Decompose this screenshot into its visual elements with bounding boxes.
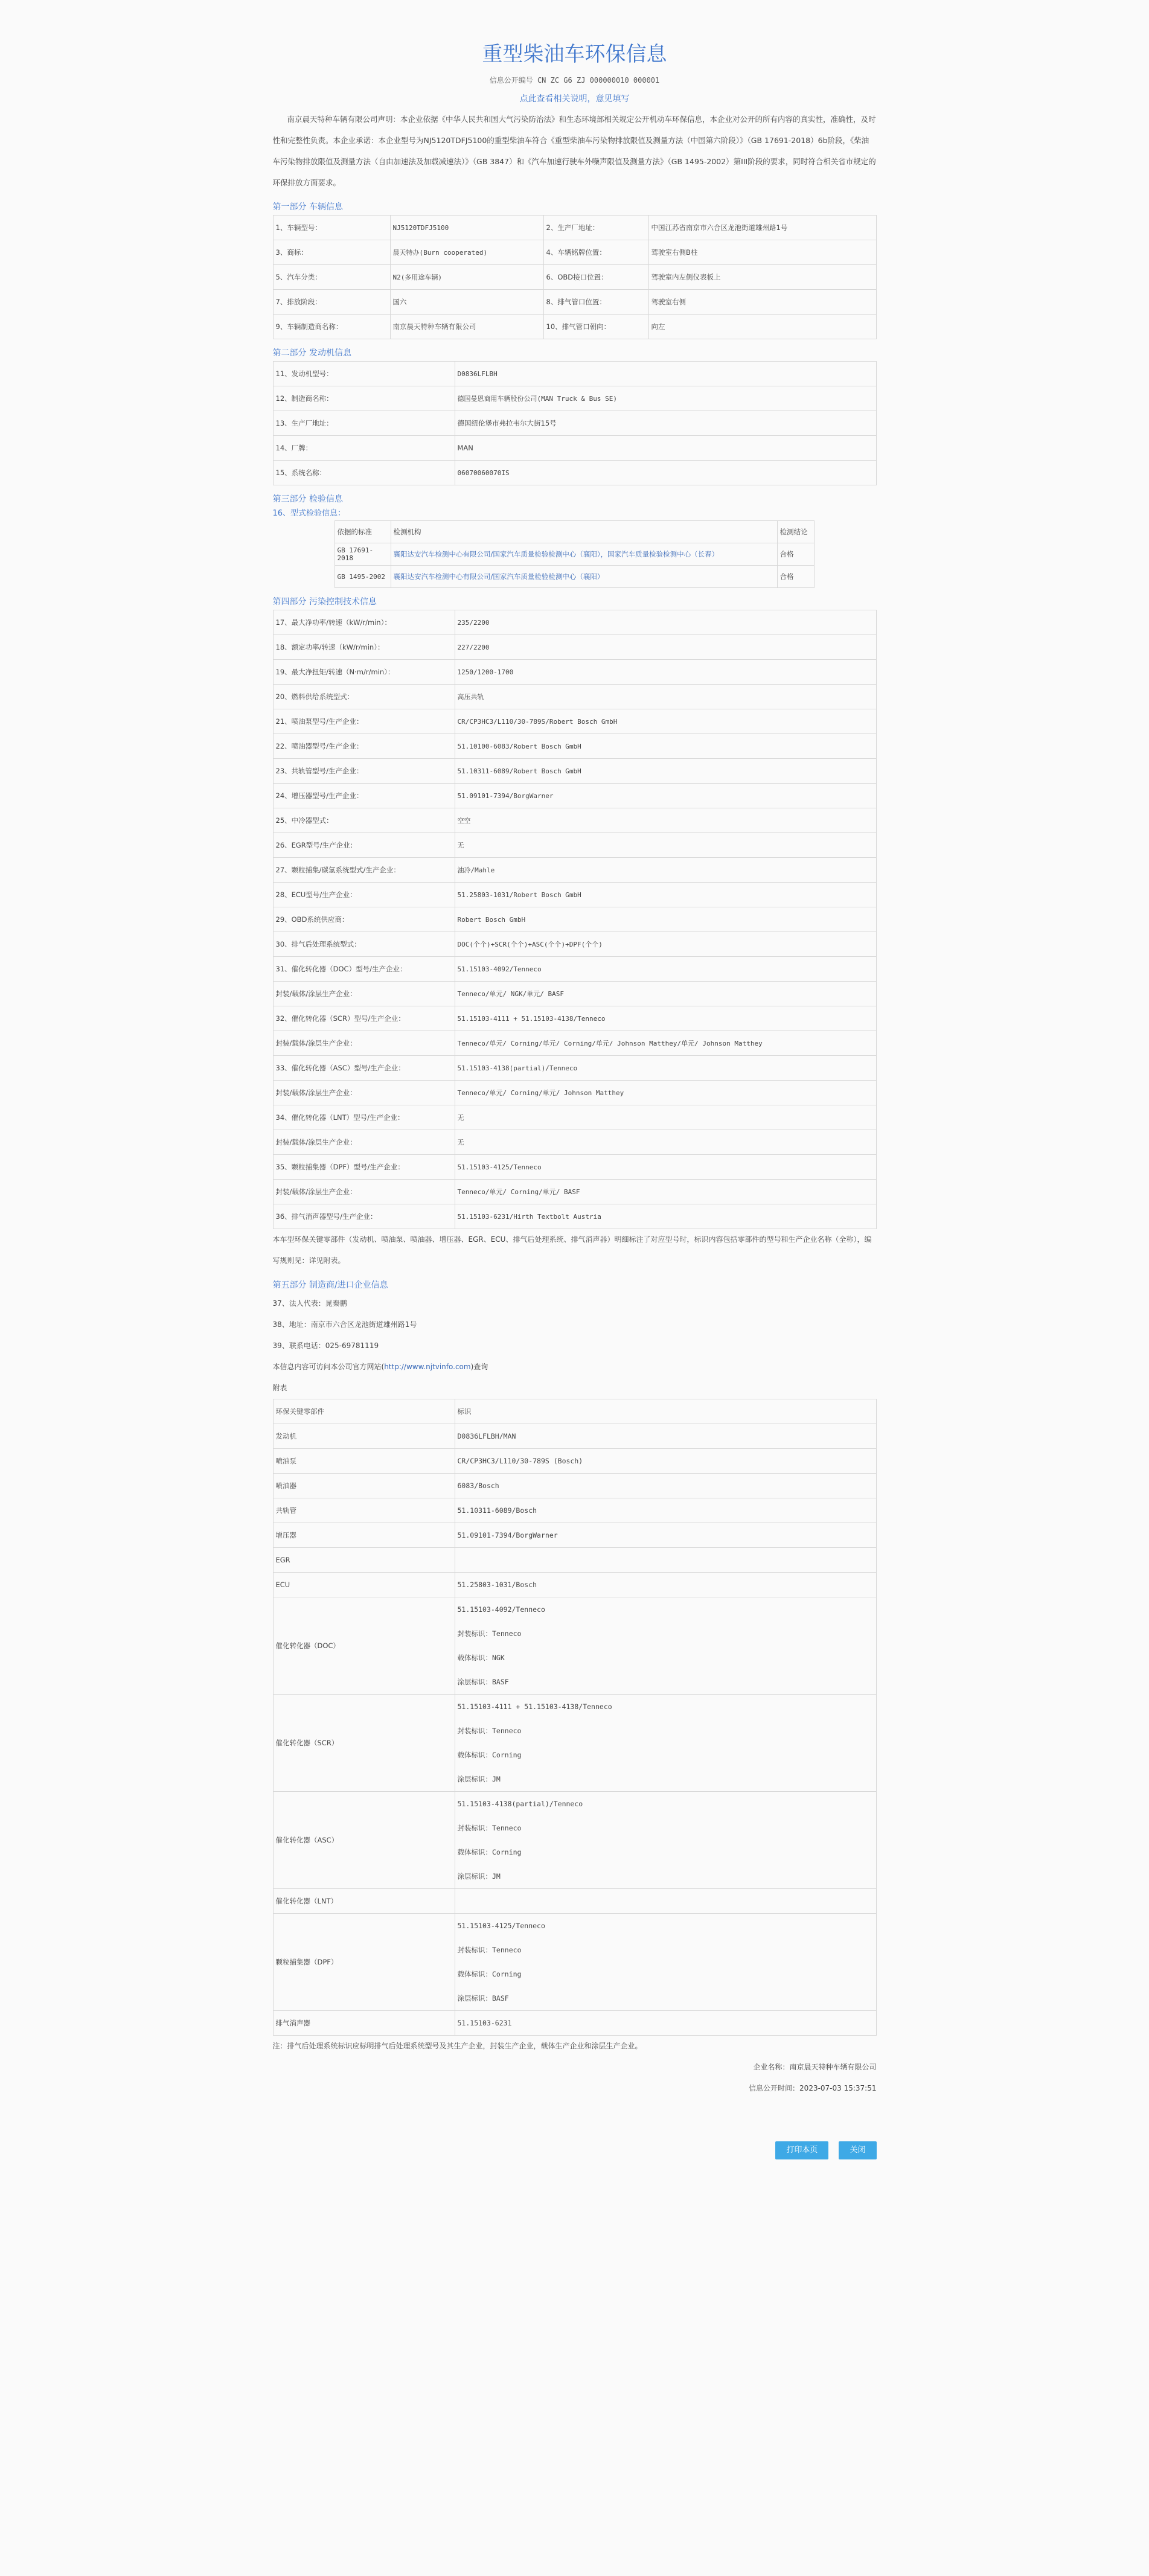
engine-row bbox=[273, 362, 876, 386]
attachment-row bbox=[273, 1914, 876, 2011]
marking-line: 51.15103-4111 + 51.15103-4138/Tenneco bbox=[457, 1702, 612, 1711]
field-value: 中国江苏省南京市六合区龙池街道雄州路1号 bbox=[648, 216, 876, 240]
marking-line bbox=[458, 1889, 874, 1913]
marking-line: 载体标识：Corning bbox=[457, 1970, 522, 1978]
vehicle-row bbox=[273, 240, 876, 265]
help-link[interactable]: 点此查看相关说明，意见填写 bbox=[519, 94, 630, 104]
inspection-result: 合格 bbox=[777, 543, 814, 566]
tech-row bbox=[273, 808, 876, 833]
attachment-row bbox=[273, 1792, 876, 1889]
field-value: 驾驶室右侧 bbox=[648, 290, 876, 315]
query-prefix: 本信息内容可访问本公司官方网站( bbox=[272, 1363, 385, 1371]
tech-row bbox=[273, 957, 876, 982]
attachment-note: 注：排气后处理系统标识应标明排气后处理系统型号及其生产企业，封装生产企业，载体生产企业和涂层生产企业。 bbox=[272, 2042, 642, 2050]
field-value: Robert Bosch GmbH bbox=[455, 907, 876, 932]
component-name: 共轨管 bbox=[273, 1498, 455, 1523]
section-tech-heading: 第四部分 污染控制技术信息 bbox=[272, 597, 377, 607]
tech-row bbox=[273, 1105, 876, 1130]
field-value: 无 bbox=[455, 833, 876, 858]
field-value: 无 bbox=[455, 1130, 876, 1155]
field-label: 封装/载体/涂层生产企业： bbox=[273, 1031, 455, 1056]
field-label: 26、EGR型号/生产企业： bbox=[273, 833, 455, 858]
field-value: NJ5120TDFJ5100 bbox=[390, 216, 543, 240]
component-marking bbox=[455, 1523, 876, 1548]
component-marking bbox=[455, 1498, 876, 1523]
field-label: 2、生产厂地址： bbox=[543, 216, 648, 240]
engine-row bbox=[273, 411, 876, 436]
inspection-row bbox=[334, 543, 814, 566]
component-name: 喷油泵 bbox=[273, 1449, 455, 1474]
field-label: 封装/载体/涂层生产企业： bbox=[273, 1180, 455, 1204]
component-marking bbox=[455, 1424, 876, 1449]
tech-row bbox=[273, 635, 876, 660]
marking-line: 51.10311-6089/Bosch bbox=[457, 1506, 537, 1515]
print-button[interactable]: 打印本页 bbox=[775, 2141, 828, 2159]
inspection-table bbox=[334, 520, 815, 588]
tech-row bbox=[273, 932, 876, 957]
field-label: 6、OBD接口位置： bbox=[543, 265, 648, 290]
attachment-title: 附表 bbox=[272, 1384, 287, 1392]
attachment-row bbox=[273, 1889, 876, 1914]
field-value: 51.15103-4138(partial)/Tenneco bbox=[455, 1056, 876, 1081]
inspection-result: 合格 bbox=[777, 566, 814, 588]
inspection-row bbox=[334, 566, 814, 588]
field-value: N2(多用途车辆) bbox=[390, 265, 543, 290]
attachment-row bbox=[273, 1399, 876, 1424]
tech-row bbox=[273, 858, 876, 883]
field-label: 13、生产厂地址： bbox=[273, 411, 455, 436]
field-value: 51.09101-7394/BorgWarner bbox=[455, 784, 876, 808]
type-inspection-label: 16、型式检验信息： bbox=[272, 509, 346, 518]
field-label: 18、额定功率/转速（kW/r/min）： bbox=[273, 635, 455, 660]
tech-info-table bbox=[273, 610, 877, 1229]
tech-row bbox=[273, 610, 876, 635]
field-label: 21、喷油泵型号/生产企业： bbox=[273, 709, 455, 734]
tech-row bbox=[273, 982, 876, 1006]
field-value: 227/2200 bbox=[455, 635, 876, 660]
inspection-standard: GB 1495-2002 bbox=[334, 566, 391, 588]
component-name: 喷油器 bbox=[273, 1474, 455, 1498]
field-label: 25、中冷器型式： bbox=[273, 808, 455, 833]
column-header: 检测机构 bbox=[391, 521, 777, 543]
field-value: 国六 bbox=[390, 290, 543, 315]
field-label: 14、厂牌： bbox=[273, 436, 455, 461]
field-label: 3、商标： bbox=[273, 240, 390, 265]
field-label: 17、最大净功率/转速（kW/r/min）： bbox=[273, 610, 455, 635]
tech-row bbox=[273, 759, 876, 784]
engine-info-table bbox=[273, 361, 877, 485]
vehicle-row bbox=[273, 216, 876, 240]
attachment-row bbox=[273, 1523, 876, 1548]
attachment-row bbox=[273, 1695, 876, 1792]
field-label: 31、催化转化器（DOC）型号/生产企业： bbox=[273, 957, 455, 982]
field-label: 15、系统名称： bbox=[273, 461, 455, 485]
field-value: Tenneco/单元/ NGK/单元/ BASF bbox=[455, 982, 876, 1006]
attachment-row bbox=[273, 1424, 876, 1449]
page-title: 重型柴油车环保信息 bbox=[482, 42, 667, 66]
marking-line: 51.25803-1031/Bosch bbox=[457, 1580, 537, 1589]
inspection-agency-cell bbox=[391, 543, 777, 566]
marking-line: 标识 bbox=[457, 1407, 472, 1416]
field-label: 封装/载体/涂层生产企业： bbox=[273, 982, 455, 1006]
field-value: 51.10100-6083/Robert Bosch GmbH bbox=[455, 734, 876, 759]
component-name: 发动机 bbox=[273, 1424, 455, 1449]
field-value: 51.10311-6089/Robert Bosch GmbH bbox=[455, 759, 876, 784]
engine-row bbox=[273, 386, 876, 411]
inspection-agency-cell bbox=[391, 566, 777, 588]
marking-line: 封装标识：Tenneco bbox=[457, 1629, 522, 1638]
component-marking bbox=[455, 1573, 876, 1597]
field-value: 高压共轨 bbox=[455, 685, 876, 709]
vehicle-row bbox=[273, 265, 876, 290]
marking-line: 封装标识：Tenneco bbox=[457, 1824, 522, 1832]
field-value: 51.15103-4111 + 51.15103-4138/Tenneco bbox=[455, 1006, 876, 1031]
tech-row bbox=[273, 1081, 876, 1105]
field-label: 22、喷油器型号/生产企业： bbox=[273, 734, 455, 759]
component-name: 排气消声器 bbox=[273, 2011, 455, 2036]
marking-line: 涂层标识：BASF bbox=[457, 1994, 509, 2002]
field-label: 36、排气消声器型号/生产企业： bbox=[273, 1204, 455, 1229]
tech-row bbox=[273, 1006, 876, 1031]
tech-row bbox=[273, 709, 876, 734]
field-label: 19、最大净扭矩/转速（N·m/r/min）： bbox=[273, 660, 455, 685]
company-info-line: 38、地址：南京市六合区龙池街道雄州路1号 bbox=[272, 1320, 417, 1329]
field-value: D0836LFLBH bbox=[455, 362, 876, 386]
query-note bbox=[273, 1357, 877, 1378]
marking-line: 载体标识：Corning bbox=[457, 1848, 522, 1856]
component-marking bbox=[455, 1914, 876, 2011]
component-name: 催化转化器（LNT） bbox=[273, 1889, 455, 1914]
field-label: 20、燃料供给系统型式： bbox=[273, 685, 455, 709]
engine-row bbox=[273, 436, 876, 461]
intro-statement: 南京晨天特种车辆有限公司声明：本企业依据《中华人民共和国大气污染防治法》和生态环境部相关规定公开机动车环保信息，本企业对公开的所有内容的真实性，准确性，及时性和完整性负责。本企业承诺：本企业型号为NJ5120TDFJ5100的重型柴油车符合《重型柴油车污染物排放限值及测量方法（中国第六阶段）》（GB 17691-2018）6b阶段，《柴油车污染物排放限值及测量方法（自由加速法及加载减速法）》（GB 3847）和《汽车加速行驶车外噪声限值及测量方法》（GB 1495-2002）第III阶段的要求，同时符合相关省市规定的环保排放方面要求。 bbox=[272, 115, 876, 187]
footer-date: 信息公开时间：2023-07-03 15:37:51 bbox=[749, 2084, 877, 2092]
engine-row bbox=[273, 461, 876, 485]
footer-company: 企业名称：南京晨天特种车辆有限公司 bbox=[753, 2063, 877, 2071]
field-label: 23、共轨管型号/生产企业： bbox=[273, 759, 455, 784]
marking-line: 51.15103-4125/Tenneco bbox=[457, 1922, 545, 1930]
field-label: 4、车辆铭牌位置： bbox=[543, 240, 648, 265]
component-name: EGR bbox=[273, 1548, 455, 1573]
close-button[interactable]: 关闭 bbox=[839, 2141, 876, 2159]
component-name: 催化转化器（DOC） bbox=[273, 1597, 455, 1695]
field-label: 32、催化转化器（SCR）型号/生产企业： bbox=[273, 1006, 455, 1031]
marking-line: 涂层标识：BASF bbox=[457, 1678, 509, 1686]
marking-line: CR/CP3HC3/L110/30-789S (Bosch) bbox=[457, 1457, 583, 1465]
field-label: 24、增压器型号/生产企业： bbox=[273, 784, 455, 808]
component-marking bbox=[455, 1449, 876, 1474]
tech-row bbox=[273, 1130, 876, 1155]
component-marking bbox=[455, 1597, 876, 1695]
inspection-header-row bbox=[334, 521, 814, 543]
button-bar bbox=[273, 2141, 877, 2159]
tech-row bbox=[273, 1056, 876, 1081]
component-marking bbox=[455, 1474, 876, 1498]
query-suffix: )查询 bbox=[470, 1363, 488, 1371]
company-info-line: 37、法人代表：晁秦鹏 bbox=[272, 1299, 347, 1308]
field-label: 27、颗粒捕集/碳氢系统型式/生产企业： bbox=[273, 858, 455, 883]
field-value: Tenneco/单元/ Corning/单元/ BASF bbox=[455, 1180, 876, 1204]
component-marking bbox=[455, 2011, 876, 2036]
field-value: Tenneco/单元/ Corning/单元/ Johnson Matthey bbox=[455, 1081, 876, 1105]
marking-line: 51.15103-6231 bbox=[457, 2019, 512, 2027]
tech-row bbox=[273, 1155, 876, 1180]
company-info-line: 39、联系电话：025-69781119 bbox=[272, 1341, 379, 1350]
inspection-agency-link[interactable]: 襄阳达安汽车检测中心有限公司/国家汽车质量检验检测中心（襄阳） bbox=[393, 572, 604, 581]
field-label: 7、排放阶段： bbox=[273, 290, 390, 315]
field-value: 51.15103-4125/Tenneco bbox=[455, 1155, 876, 1180]
attachment-row bbox=[273, 1548, 876, 1573]
tech-row bbox=[273, 660, 876, 685]
tech-row bbox=[273, 784, 876, 808]
section-company-heading: 第五部分 制造商/进口企业信息 bbox=[272, 1280, 388, 1290]
field-value: DOC(个个)+SCR(个个)+ASC(个个)+DPF(个个) bbox=[455, 932, 876, 957]
tech-row bbox=[273, 883, 876, 907]
attachment-row bbox=[273, 1498, 876, 1523]
attachment-row bbox=[273, 1449, 876, 1474]
field-value: 无 bbox=[455, 1105, 876, 1130]
field-value: 空空 bbox=[455, 808, 876, 833]
info-code: 信息公开编号 CN ZC G6 ZJ 000000010 000001 bbox=[489, 76, 660, 85]
component-name: ECU bbox=[273, 1573, 455, 1597]
attachment-row bbox=[273, 1474, 876, 1498]
field-label: 封装/载体/涂层生产企业： bbox=[273, 1130, 455, 1155]
inspection-standard: GB 17691-2018 bbox=[334, 543, 391, 566]
marking-line: 51.15103-4092/Tenneco bbox=[457, 1605, 545, 1614]
field-label: 28、ECU型号/生产企业： bbox=[273, 883, 455, 907]
marking-line: 涂层标识：JM bbox=[457, 1775, 501, 1783]
attachment-row bbox=[273, 2011, 876, 2036]
marking-line: D0836LFLBH/MAN bbox=[457, 1432, 516, 1440]
tech-row bbox=[273, 833, 876, 858]
tech-row bbox=[273, 1204, 876, 1229]
attachment-row bbox=[273, 1573, 876, 1597]
tech-row bbox=[273, 1180, 876, 1204]
column-header: 依据的标准 bbox=[334, 521, 391, 543]
field-value: MAN bbox=[455, 436, 876, 461]
attachment-row bbox=[273, 1597, 876, 1695]
field-label: 8、排气管口位置： bbox=[543, 290, 648, 315]
attachment-table bbox=[273, 1399, 877, 2036]
component-marking bbox=[455, 1548, 876, 1573]
field-label: 30、排气后处理系统型式： bbox=[273, 932, 455, 957]
field-value: 南京晨天特种车辆有限公司 bbox=[390, 315, 543, 339]
field-label: 33、催化转化器（ASC）型号/生产企业： bbox=[273, 1056, 455, 1081]
field-value: 驾驶室右侧B柱 bbox=[648, 240, 876, 265]
field-label: 34、催化转化器（LNT）型号/生产企业： bbox=[273, 1105, 455, 1130]
marking-line: 载体标识：NGK bbox=[457, 1654, 505, 1662]
component-name: 催化转化器（SCR） bbox=[273, 1695, 455, 1792]
field-label: 35、颗粒捕集器（DPF）型号/生产企业： bbox=[273, 1155, 455, 1180]
tech-row bbox=[273, 907, 876, 932]
inspection-agency-link[interactable]: 襄阳达安汽车检测中心有限公司/国家汽车质量检验检测中心（襄阳），国家汽车质量检验检测中心（长春） bbox=[393, 550, 719, 558]
field-value: 驾驶室内左侧仪表板上 bbox=[648, 265, 876, 290]
field-value: 德国纽伦堡市弗拉韦尔大街15号 bbox=[455, 411, 876, 436]
marking-line: 涂层标识：JM bbox=[457, 1872, 501, 1881]
tech-row bbox=[273, 685, 876, 709]
section-inspection-heading: 第三部分 检验信息 bbox=[272, 494, 343, 504]
field-label: 11、发动机型号： bbox=[273, 362, 455, 386]
vehicle-row bbox=[273, 290, 876, 315]
component-name: 增压器 bbox=[273, 1523, 455, 1548]
component-name: 环保关键零部件 bbox=[273, 1399, 455, 1424]
field-label: 10、排气管口朝向： bbox=[543, 315, 648, 339]
marking-line: 封装标识：Tenneco bbox=[457, 1946, 522, 1954]
column-header: 检测结论 bbox=[777, 521, 814, 543]
field-value: 1250/1200-1700 bbox=[455, 660, 876, 685]
marking-line: 51.15103-4138(partial)/Tenneco bbox=[457, 1800, 583, 1808]
field-value: 德国曼恩商用车辆股份公司(MAN Truck & Bus SE) bbox=[455, 386, 876, 411]
field-value: 51.25803-1031/Robert Bosch GmbH bbox=[455, 883, 876, 907]
marking-line: 6083/Bosch bbox=[457, 1481, 499, 1490]
component-name: 催化转化器（ASC） bbox=[273, 1792, 455, 1889]
component-marking bbox=[455, 1695, 876, 1792]
company-website-link[interactable]: http://www.njtvinfo.com bbox=[384, 1363, 471, 1371]
section-vehicle-heading: 第一部分 车辆信息 bbox=[272, 202, 343, 212]
component-name: 颗粒捕集器（DPF） bbox=[273, 1914, 455, 2011]
vehicle-row bbox=[273, 315, 876, 339]
vehicle-info-table bbox=[273, 215, 877, 339]
field-value: 51.15103-6231/Hirth Textbolt Austria bbox=[455, 1204, 876, 1229]
field-label: 12、制造商名称： bbox=[273, 386, 455, 411]
field-value: 06070060070IS bbox=[455, 461, 876, 485]
tech-row bbox=[273, 734, 876, 759]
tech-note: 本车型环保关键零部件（发动机、喷油泵、喷油器、增压器、EGR、ECU、排气后处理系统、排气消声器）明细标注了对应型号时，标识内容包括零部件的型号和生产企业名称（全称），编写规则见：详见附表。 bbox=[272, 1235, 872, 1265]
field-label: 5、汽车分类： bbox=[273, 265, 390, 290]
field-label: 9、车辆制造商名称： bbox=[273, 315, 390, 339]
field-label: 1、车辆型号： bbox=[273, 216, 390, 240]
field-value: 油冷/Mahle bbox=[455, 858, 876, 883]
field-value: Tenneco/单元/ Corning/单元/ Corning/单元/ Johnson Matthey/单元/ Johnson Matthey bbox=[455, 1031, 876, 1056]
section-engine-heading: 第二部分 发动机信息 bbox=[272, 348, 351, 358]
tech-row bbox=[273, 1031, 876, 1056]
component-marking bbox=[455, 1792, 876, 1889]
marking-line: 51.09101-7394/BorgWarner bbox=[457, 1531, 558, 1539]
field-label: 29、OBD系统供应商： bbox=[273, 907, 455, 932]
field-label: 封装/载体/涂层生产企业： bbox=[273, 1081, 455, 1105]
field-value: CR/CP3HC3/L110/30-789S/Robert Bosch GmbH bbox=[455, 709, 876, 734]
page bbox=[273, 0, 877, 2159]
field-value: 235/2200 bbox=[455, 610, 876, 635]
component-marking bbox=[455, 1889, 876, 1914]
field-value: 晨天特办(Burn cooperated) bbox=[390, 240, 543, 265]
field-value: 向左 bbox=[648, 315, 876, 339]
field-value: 51.15103-4092/Tenneco bbox=[455, 957, 876, 982]
marking-line bbox=[458, 1548, 874, 1572]
component-marking bbox=[455, 1399, 876, 1424]
marking-line: 载体标识：Corning bbox=[457, 1751, 522, 1759]
marking-line: 封装标识：Tenneco bbox=[457, 1727, 522, 1735]
